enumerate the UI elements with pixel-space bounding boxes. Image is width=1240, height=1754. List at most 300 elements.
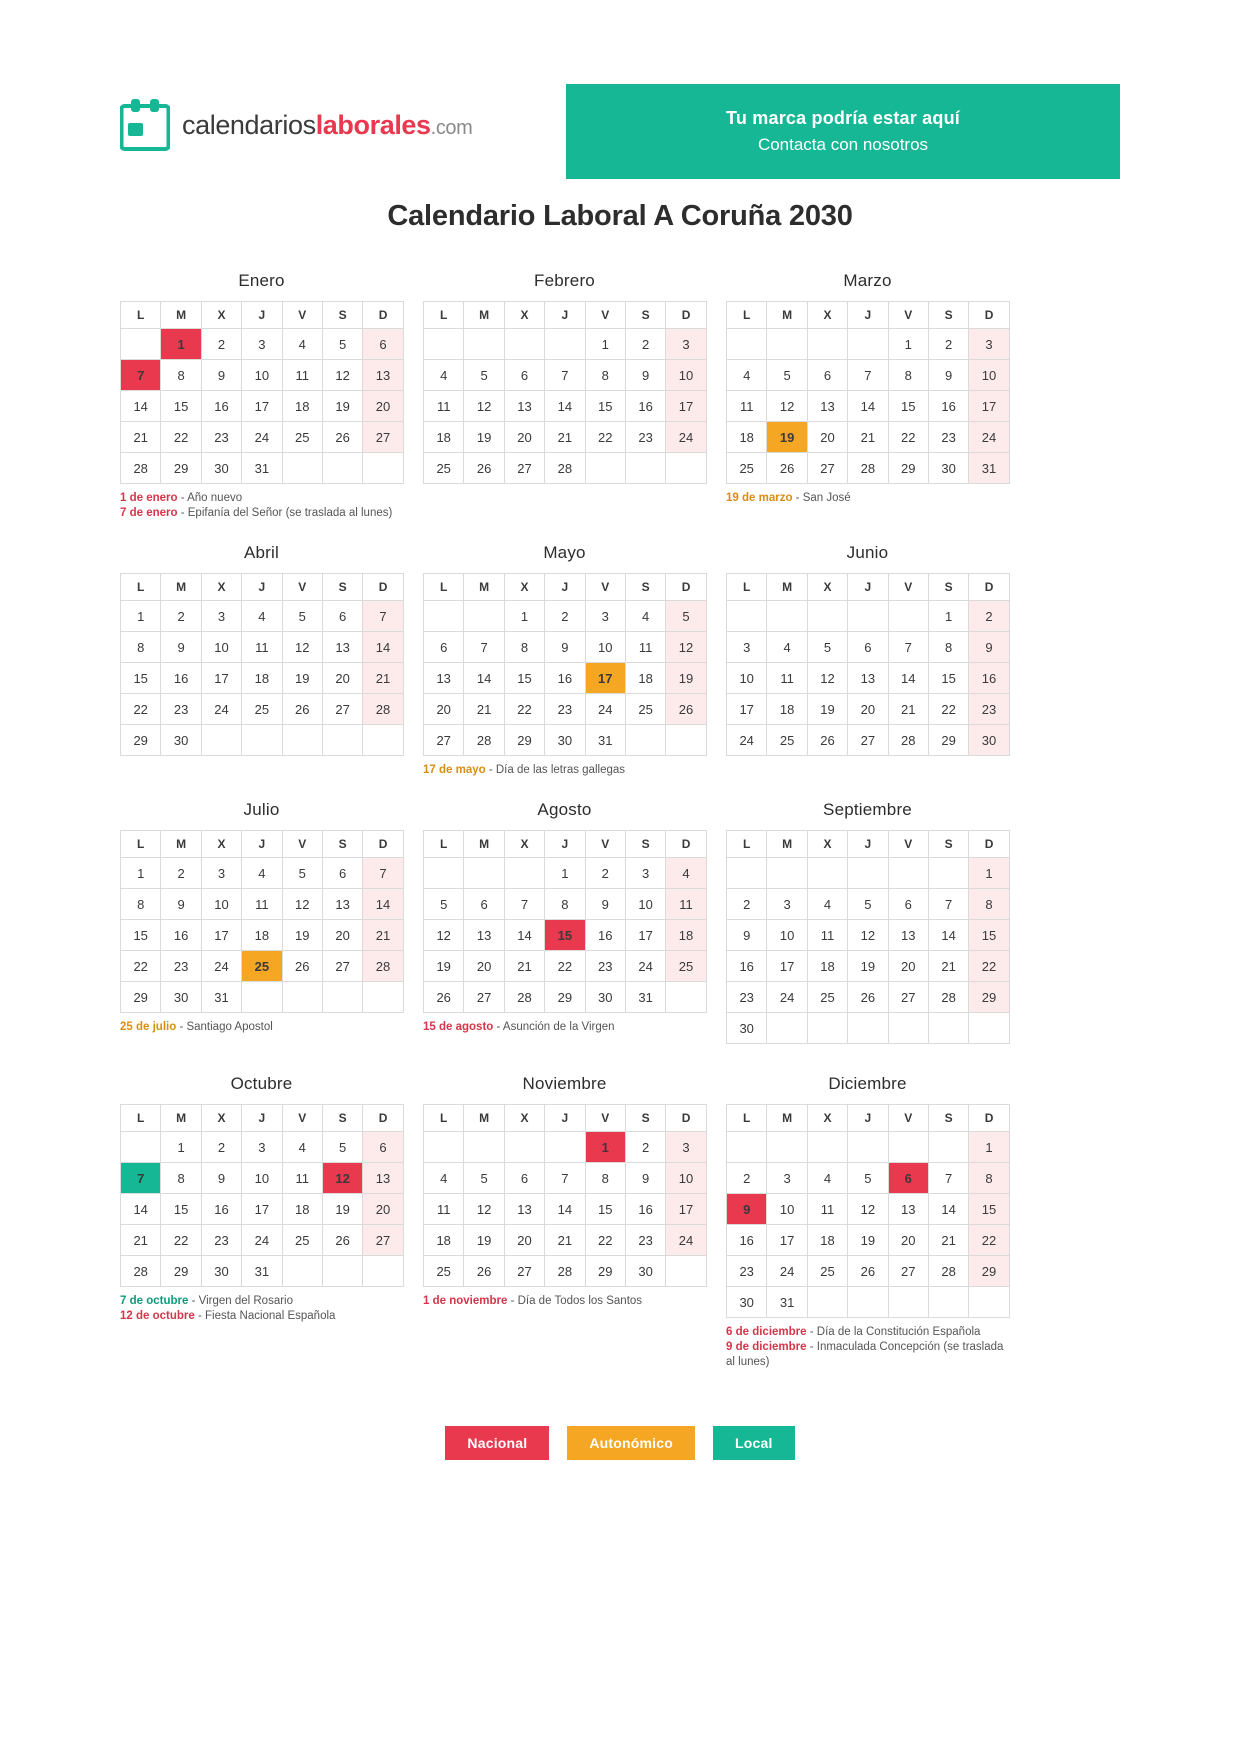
week-row [424, 694, 707, 725]
day-cell: 8 [161, 1163, 201, 1194]
month-block [726, 543, 1009, 778]
day-cell: 26 [282, 694, 322, 725]
day-cell: 4 [767, 632, 807, 663]
day-cell: 14 [928, 920, 968, 951]
weekday-header: V [282, 574, 322, 601]
day-cell: 24 [585, 694, 625, 725]
day-cell: 11 [242, 632, 282, 663]
day-cell: 19 [807, 694, 847, 725]
sunday-cell: 17 [666, 391, 706, 422]
empty-day-cell [424, 329, 464, 360]
empty-day-cell [848, 1287, 888, 1318]
month-block [423, 271, 706, 521]
holiday-day-cell: 7 [121, 360, 161, 391]
day-cell: 2 [625, 1132, 665, 1163]
weekday-header: J [242, 1105, 282, 1132]
weekday-header: L [424, 302, 464, 329]
weekday-header: J [545, 831, 585, 858]
weekday-header-row [121, 831, 404, 858]
week-row [424, 982, 707, 1013]
day-cell: 9 [928, 360, 968, 391]
week-row [727, 453, 1010, 484]
empty-day-cell [322, 725, 362, 756]
day-cell: 10 [201, 889, 241, 920]
holiday-day-cell: 17 [585, 663, 625, 694]
day-cell: 3 [625, 858, 665, 889]
sunday-cell: 10 [666, 1163, 706, 1194]
day-cell: 4 [424, 360, 464, 391]
day-cell: 24 [767, 1256, 807, 1287]
month-name: Octubre [230, 1074, 293, 1093]
month-table [120, 830, 404, 1013]
weekday-header: X [504, 302, 544, 329]
day-cell: 9 [625, 1163, 665, 1194]
sunday-cell: 29 [969, 982, 1009, 1013]
empty-day-cell [282, 453, 322, 484]
day-cell: 24 [242, 422, 282, 453]
sunday-cell: 7 [363, 858, 403, 889]
sunday-cell: 1 [969, 858, 1009, 889]
day-cell: 28 [121, 453, 161, 484]
legend [0, 1426, 1240, 1460]
day-cell: 10 [242, 1163, 282, 1194]
day-cell: 21 [121, 422, 161, 453]
weekday-header: L [424, 1105, 464, 1132]
day-cell: 20 [888, 951, 928, 982]
sunday-cell: 17 [666, 1194, 706, 1225]
day-cell: 14 [928, 1194, 968, 1225]
day-cell: 4 [625, 601, 665, 632]
day-cell: 4 [282, 1132, 322, 1163]
month-table [423, 301, 707, 484]
weekday-header: L [727, 1105, 767, 1132]
day-cell: 11 [242, 889, 282, 920]
day-cell: 21 [464, 694, 504, 725]
week-row [121, 889, 404, 920]
weekday-header: M [161, 302, 201, 329]
holiday-note [423, 1020, 706, 1035]
day-cell: 4 [807, 889, 847, 920]
empty-day-cell [545, 329, 585, 360]
day-cell: 22 [585, 422, 625, 453]
weekday-header: L [424, 831, 464, 858]
weekday-header: V [585, 831, 625, 858]
day-cell: 15 [585, 391, 625, 422]
weekday-header: V [888, 831, 928, 858]
day-cell: 10 [201, 632, 241, 663]
day-cell: 16 [727, 1225, 767, 1256]
day-cell: 14 [504, 920, 544, 951]
day-cell: 31 [242, 1256, 282, 1287]
day-cell: 17 [242, 1194, 282, 1225]
day-cell: 17 [767, 1225, 807, 1256]
empty-day-cell [282, 725, 322, 756]
day-cell: 21 [504, 951, 544, 982]
day-cell: 5 [322, 1132, 362, 1163]
sunday-cell: 7 [363, 601, 403, 632]
holiday-note [120, 1020, 403, 1035]
day-cell: 9 [201, 360, 241, 391]
empty-day-cell [464, 601, 504, 632]
empty-day-cell [424, 1132, 464, 1163]
day-cell: 24 [201, 694, 241, 725]
week-row [727, 329, 1010, 360]
month-notes [120, 1294, 403, 1324]
day-cell: 25 [282, 422, 322, 453]
holiday-day-cell: 25 [242, 951, 282, 982]
empty-day-cell [121, 329, 161, 360]
empty-day-cell [363, 725, 403, 756]
day-cell: 27 [504, 453, 544, 484]
day-cell: 25 [807, 982, 847, 1013]
day-cell: 13 [888, 920, 928, 951]
weekday-header: D [969, 1105, 1009, 1132]
weekday-header: S [625, 302, 665, 329]
day-cell: 16 [928, 391, 968, 422]
day-cell: 5 [464, 1163, 504, 1194]
day-cell: 4 [242, 858, 282, 889]
weekday-header: S [625, 831, 665, 858]
holiday-day-cell: 12 [322, 1163, 362, 1194]
sunday-cell: 21 [363, 663, 403, 694]
day-cell: 10 [625, 889, 665, 920]
week-row [424, 453, 707, 484]
day-cell: 19 [282, 920, 322, 951]
day-cell: 28 [848, 453, 888, 484]
day-cell: 4 [282, 329, 322, 360]
day-cell: 9 [201, 1163, 241, 1194]
empty-day-cell [928, 858, 968, 889]
sunday-cell: 23 [969, 694, 1009, 725]
month-block [120, 1074, 403, 1370]
legend-item-nacional[interactable]: Nacional [445, 1426, 549, 1460]
weekday-header: S [625, 574, 665, 601]
weekday-header-row [424, 302, 707, 329]
weekday-header: L [727, 574, 767, 601]
day-cell: 23 [928, 422, 968, 453]
week-row [424, 1132, 707, 1163]
sunday-cell: 24 [969, 422, 1009, 453]
day-cell: 14 [121, 1194, 161, 1225]
day-cell: 7 [888, 632, 928, 663]
day-cell: 28 [545, 1256, 585, 1287]
month-row [120, 800, 1120, 1052]
day-cell: 14 [545, 1194, 585, 1225]
day-cell: 27 [322, 694, 362, 725]
weekday-header-row [727, 302, 1010, 329]
day-cell: 12 [322, 360, 362, 391]
day-cell: 22 [928, 694, 968, 725]
day-cell: 2 [928, 329, 968, 360]
day-cell: 21 [848, 422, 888, 453]
empty-day-cell [888, 1132, 928, 1163]
day-cell: 11 [807, 920, 847, 951]
months-container [0, 271, 1240, 1370]
month-block [423, 543, 706, 778]
month-table [726, 573, 1010, 756]
month-table [120, 1104, 404, 1287]
day-cell: 28 [888, 725, 928, 756]
week-row [727, 1256, 1010, 1287]
day-cell: 4 [424, 1163, 464, 1194]
day-cell: 23 [625, 1225, 665, 1256]
day-cell: 26 [322, 422, 362, 453]
day-cell: 1 [888, 329, 928, 360]
weekday-header: M [161, 574, 201, 601]
week-row [727, 360, 1010, 391]
day-cell: 2 [201, 329, 241, 360]
month-name: Febrero [534, 271, 595, 290]
weekday-header: X [504, 1105, 544, 1132]
weekday-header: L [121, 831, 161, 858]
day-cell: 16 [585, 920, 625, 951]
day-cell: 29 [121, 982, 161, 1013]
weekday-header: X [201, 574, 241, 601]
weekday-header: S [928, 831, 968, 858]
sunday-cell: 8 [969, 889, 1009, 920]
day-cell: 14 [121, 391, 161, 422]
week-row [727, 694, 1010, 725]
day-cell: 21 [545, 1225, 585, 1256]
day-cell: 25 [727, 453, 767, 484]
logo-text-part2: laborales [315, 109, 431, 140]
page-header [0, 0, 1240, 170]
weekday-header: S [625, 1105, 665, 1132]
weekday-header-row [121, 1105, 404, 1132]
holiday-note-date: 15 de agosto [423, 1021, 494, 1033]
weekday-header: V [585, 574, 625, 601]
day-cell: 3 [767, 1163, 807, 1194]
weekday-header: D [363, 831, 403, 858]
day-cell: 4 [807, 1163, 847, 1194]
empty-day-cell [888, 858, 928, 889]
month-notes [726, 1325, 1009, 1370]
day-cell: 10 [767, 1194, 807, 1225]
week-row [727, 422, 1010, 453]
day-cell: 8 [161, 360, 201, 391]
empty-day-cell [848, 858, 888, 889]
week-row [121, 858, 404, 889]
day-cell: 6 [322, 601, 362, 632]
day-cell: 26 [464, 1256, 504, 1287]
weekday-header: X [504, 831, 544, 858]
day-cell: 17 [201, 920, 241, 951]
sunday-cell: 8 [969, 1163, 1009, 1194]
day-cell: 7 [928, 1163, 968, 1194]
day-cell: 13 [888, 1194, 928, 1225]
day-cell: 3 [242, 329, 282, 360]
empty-day-cell [928, 1013, 968, 1044]
legend-item-local[interactable]: Local [713, 1426, 795, 1460]
day-cell: 18 [727, 422, 767, 453]
weekday-header: D [969, 831, 1009, 858]
day-cell: 25 [424, 1256, 464, 1287]
month-row [120, 1074, 1120, 1370]
week-row [727, 632, 1010, 663]
day-cell: 29 [545, 982, 585, 1013]
day-cell: 15 [585, 1194, 625, 1225]
day-cell: 6 [807, 360, 847, 391]
day-cell: 31 [242, 453, 282, 484]
day-cell: 29 [585, 1256, 625, 1287]
month-notes [120, 1020, 403, 1035]
empty-day-cell [625, 453, 665, 484]
day-cell: 9 [161, 889, 201, 920]
day-cell: 24 [727, 725, 767, 756]
weekday-header: V [282, 302, 322, 329]
day-cell: 30 [727, 1287, 767, 1318]
day-cell: 8 [888, 360, 928, 391]
day-cell: 10 [585, 632, 625, 663]
day-cell: 15 [888, 391, 928, 422]
day-cell: 30 [625, 1256, 665, 1287]
sunday-cell: 27 [363, 422, 403, 453]
day-cell: 17 [767, 951, 807, 982]
weekday-header: L [727, 302, 767, 329]
month-notes [423, 491, 706, 492]
weekday-header: S [322, 574, 362, 601]
week-row [121, 632, 404, 663]
holiday-note [726, 1325, 1009, 1340]
weekday-header: S [322, 302, 362, 329]
empty-day-cell [848, 329, 888, 360]
holiday-note-text: - Santiago Apostol [176, 1021, 273, 1033]
day-cell: 2 [727, 1163, 767, 1194]
day-cell: 27 [322, 951, 362, 982]
legend-item-autonomico[interactable]: Autonómico [567, 1426, 695, 1460]
day-cell: 12 [807, 663, 847, 694]
day-cell: 20 [807, 422, 847, 453]
day-cell: 20 [464, 951, 504, 982]
day-cell: 31 [201, 982, 241, 1013]
week-row [121, 329, 404, 360]
row-spacer [120, 521, 1120, 543]
empty-day-cell [928, 1132, 968, 1163]
day-cell: 21 [928, 951, 968, 982]
weekday-header: X [807, 1105, 847, 1132]
week-row [727, 982, 1010, 1013]
day-cell: 19 [848, 1225, 888, 1256]
day-cell: 3 [201, 601, 241, 632]
empty-day-cell [807, 601, 847, 632]
holiday-note-text: - Año nuevo [177, 492, 243, 504]
empty-day-cell [666, 453, 706, 484]
holiday-note-date: 17 de mayo [423, 764, 486, 776]
day-cell: 9 [727, 920, 767, 951]
day-cell: 29 [504, 725, 544, 756]
weekday-header: M [767, 302, 807, 329]
day-cell: 3 [767, 889, 807, 920]
day-cell: 25 [424, 453, 464, 484]
day-cell: 4 [242, 601, 282, 632]
sunday-cell: 15 [969, 1194, 1009, 1225]
site-logo[interactable] [120, 80, 540, 170]
day-cell: 8 [585, 360, 625, 391]
sunday-cell: 26 [666, 694, 706, 725]
day-cell: 30 [928, 453, 968, 484]
day-cell: 18 [282, 1194, 322, 1225]
month-name: Agosto [537, 800, 592, 819]
week-row [121, 1163, 404, 1194]
empty-day-cell [121, 1132, 161, 1163]
day-cell: 20 [888, 1225, 928, 1256]
day-cell: 5 [848, 889, 888, 920]
month-table [726, 1104, 1010, 1318]
logo-text [182, 110, 472, 141]
month-table [120, 573, 404, 756]
empty-day-cell [464, 329, 504, 360]
holiday-note-text: - San José [792, 492, 851, 504]
month-row [120, 271, 1120, 521]
day-cell: 19 [848, 951, 888, 982]
empty-day-cell [767, 858, 807, 889]
month-notes [120, 763, 403, 764]
month-name: Noviembre [522, 1074, 607, 1093]
day-cell: 20 [322, 920, 362, 951]
empty-day-cell [424, 858, 464, 889]
sunday-cell: 3 [666, 1132, 706, 1163]
week-row [424, 889, 707, 920]
empty-day-cell [282, 982, 322, 1013]
day-cell: 10 [727, 663, 767, 694]
day-cell: 11 [282, 360, 322, 391]
month-block [120, 800, 403, 1052]
holiday-note-text: - Día de las letras gallegas [485, 764, 626, 776]
day-cell: 7 [545, 360, 585, 391]
sunday-cell: 1 [969, 1132, 1009, 1163]
day-cell: 28 [545, 453, 585, 484]
day-cell: 22 [504, 694, 544, 725]
empty-day-cell [666, 1256, 706, 1287]
empty-day-cell [545, 1132, 585, 1163]
weekday-header: D [666, 302, 706, 329]
holiday-note-date: 7 de enero [120, 507, 178, 519]
day-cell: 14 [888, 663, 928, 694]
empty-day-cell [504, 329, 544, 360]
holiday-note-text: - Virgen del Rosario [188, 1295, 294, 1307]
ad-banner-headline: Tu marca podría estar aquí [726, 108, 960, 128]
empty-day-cell [969, 1013, 1009, 1044]
sunday-cell: 15 [969, 920, 1009, 951]
day-cell: 9 [585, 889, 625, 920]
week-row [424, 1194, 707, 1225]
empty-day-cell [767, 1132, 807, 1163]
empty-day-cell [807, 1013, 847, 1044]
day-cell: 31 [585, 725, 625, 756]
empty-day-cell [848, 1132, 888, 1163]
day-cell: 16 [625, 1194, 665, 1225]
day-cell: 23 [585, 951, 625, 982]
weekday-header: V [888, 302, 928, 329]
ad-banner[interactable] [566, 84, 1120, 179]
day-cell: 30 [727, 1013, 767, 1044]
month-name: Julio [243, 800, 280, 819]
day-cell: 8 [585, 1163, 625, 1194]
day-cell: 24 [201, 951, 241, 982]
day-cell: 17 [201, 663, 241, 694]
day-cell: 28 [121, 1256, 161, 1287]
day-cell: 10 [767, 920, 807, 951]
week-row [424, 632, 707, 663]
day-cell: 5 [322, 329, 362, 360]
empty-day-cell [888, 1287, 928, 1318]
empty-day-cell [888, 601, 928, 632]
week-row [121, 360, 404, 391]
sunday-cell: 11 [666, 889, 706, 920]
weekday-header: J [848, 831, 888, 858]
day-cell: 25 [242, 694, 282, 725]
sunday-cell: 3 [666, 329, 706, 360]
